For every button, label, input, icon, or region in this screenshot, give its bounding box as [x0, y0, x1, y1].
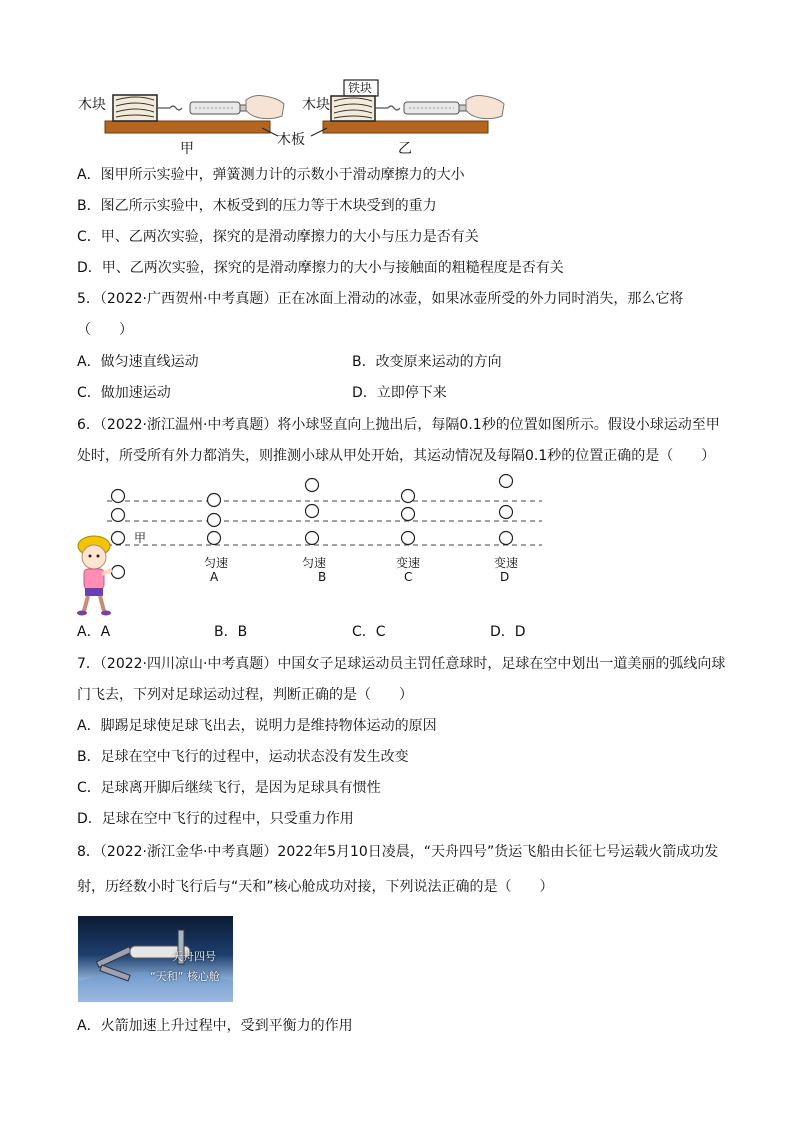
wooden-board-yi	[323, 121, 488, 133]
ball-icon	[208, 494, 221, 507]
label-jia-position: 甲	[134, 531, 147, 545]
hand-icon	[466, 96, 504, 119]
ball-icon	[500, 506, 513, 519]
choice-a-kind: 匀速	[204, 556, 229, 570]
space-station-photo	[78, 916, 233, 1002]
q7-option-c: C．足球离开脚后继续飞行，是因为足球具有惯性	[77, 780, 381, 796]
hand-icon	[246, 96, 284, 119]
photo-caption-tianhe: “天和” 核心舱	[150, 970, 220, 983]
ball-icon	[208, 532, 221, 545]
choice-b-kind: 匀速	[302, 556, 327, 570]
wood-block-label-jia: 木块	[78, 97, 106, 113]
q7-option-a: A．脚踢足球使足球飞出去，说明力是维持物体运动的原因	[77, 718, 437, 734]
caption-yi: 乙	[398, 141, 412, 157]
q7-stem-line1: 7．（2022·四川凉山·中考真题）中国女子足球运动员主罚任意球时，足球在空中划出一道美丽的弧线向球	[77, 656, 726, 672]
ball-icon	[306, 532, 319, 545]
wood-block-label-yi: 木块	[302, 97, 330, 113]
q6-stem-line2: 处时，所受所有外力都消失，则推测小球从甲处开始，其运动情况及每隔0.1秒的位置正确的是（ ）	[77, 448, 716, 464]
caption-jia: 甲	[180, 141, 194, 157]
q6-option-b: B．B	[214, 624, 248, 640]
choice-d-kind: 变速	[494, 556, 519, 570]
ball-icon	[500, 475, 513, 488]
ball-icon	[112, 532, 125, 545]
choice-d-letter: D	[500, 570, 510, 584]
iron-block-label: 铁块	[348, 81, 373, 95]
q8-stem-line2: 射，历经数小时飞行后与“天和”核心舱成功对接，下列说法正确的是（ ）	[77, 879, 554, 895]
ball-icon	[402, 532, 415, 545]
q4-option-d: D．甲、乙两次实验，探究的是滑动摩擦力的大小与接触面的粗糙程度是否有关	[77, 260, 564, 276]
q6-stem-line1: 6．（2022·浙江温州·中考真题）将小球竖直向上抛出后，每隔0.1秒的位置如图所示。假设小球运动至甲	[77, 417, 720, 433]
choice-c-letter: C	[404, 570, 413, 584]
q5-option-c: C．做加速运动	[77, 385, 171, 401]
ball-icon	[500, 532, 513, 545]
q8-option-a: A．火箭加速上升过程中，受到平衡力的作用	[77, 1018, 353, 1034]
q7-option-d: D．足球在空中飞行的过程中，只受重力作用	[77, 811, 354, 827]
q5-option-a: A．做匀速直线运动	[77, 354, 199, 370]
q5-stem-line1: 5．（2022·广西贺州·中考真题）正在冰面上滑动的冰壶，如果冰壶所受的外力同时消失，那么它将	[77, 291, 684, 307]
q5-stem-line2: （ ）	[77, 322, 133, 338]
ball-icon	[208, 514, 221, 527]
photo-caption-tianzhou: 天舟四号	[172, 950, 216, 963]
ball-icon	[306, 505, 319, 518]
q6-option-d: D．D	[490, 624, 526, 640]
q8-stem-line1: 8．（2022·浙江金华·中考真题）2022年5月10日凌晨，“天舟四号”货运飞船由长征七号运载火箭成功发	[77, 844, 719, 860]
q6-option-a: A．A	[77, 624, 111, 640]
q5-option-d: D．立即停下来	[352, 385, 447, 401]
ball-icon	[402, 490, 415, 503]
q6-option-c: C．C	[352, 624, 386, 640]
q5-option-b: B．改变原来运动的方向	[352, 354, 502, 370]
ball-icon	[112, 566, 125, 579]
ball-icon	[306, 479, 319, 492]
child-thrower-icon	[77, 536, 112, 616]
board-label: 木板	[277, 132, 305, 148]
friction-experiment-figure	[0, 0, 794, 160]
choice-c-kind: 变速	[396, 556, 421, 570]
ball-icon	[112, 509, 125, 522]
q7-stem-line2: 门飞去，下列对足球运动过程，判断正确的是（ ）	[77, 687, 413, 703]
q4-option-c: C．甲、乙两次实验，探究的是滑动摩擦力的大小与压力是否有关	[77, 229, 479, 245]
choice-a-letter: A	[210, 570, 219, 584]
q4-option-b: B．图乙所示实验中，木板受到的压力等于木块受到的重力	[77, 198, 437, 214]
wooden-board-jia	[105, 121, 270, 133]
q7-option-b: B．足球在空中飞行的过程中，运动状态没有发生改变	[77, 749, 409, 765]
choice-b-letter: B	[318, 570, 327, 584]
ball-icon	[112, 490, 125, 503]
ball-icon	[402, 508, 415, 521]
q4-option-a: A．图甲所示实验中，弹簧测力计的示数小于滑动摩擦力的大小	[77, 167, 465, 183]
